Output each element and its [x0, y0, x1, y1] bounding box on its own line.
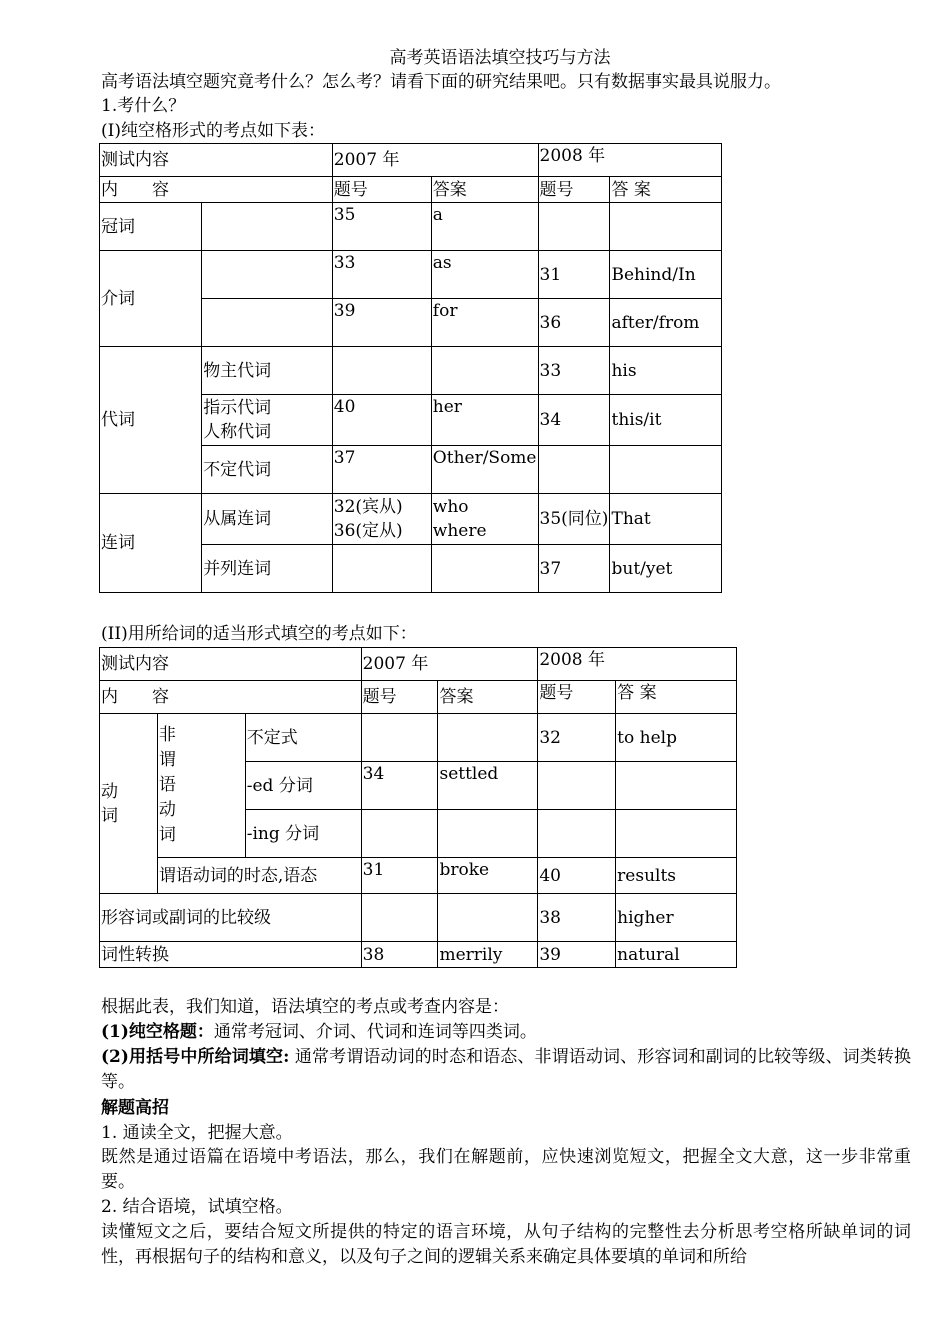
- table2-caption: (II)用所给词的适当形式填空的考点如下：: [101, 624, 417, 644]
- cell: 31: [361, 858, 438, 894]
- cell: [202, 203, 333, 251]
- table-form-fill: [99, 647, 737, 968]
- summary-text: 根据此表，我们知道，语法填空的考点或考查内容是：: [101, 997, 509, 1017]
- row-preposition: 介词: [100, 251, 202, 347]
- cell: 34: [538, 395, 610, 446]
- cell: who where: [431, 494, 538, 545]
- tip-1: 1. 通读全文，把握大意。: [101, 1123, 293, 1143]
- cell: [202, 251, 333, 299]
- cell: [202, 299, 333, 347]
- cell: 不定式: [245, 714, 361, 762]
- cell: [538, 446, 610, 494]
- cell: -ed 分词: [245, 762, 361, 810]
- cell: 40: [332, 395, 431, 446]
- cell: 38: [361, 942, 438, 968]
- cell: 34: [361, 762, 438, 810]
- cell: [538, 762, 616, 810]
- header-test-content: 测试内容: [100, 144, 333, 177]
- cell: [538, 810, 616, 858]
- cell: Other/Some: [431, 446, 538, 494]
- intro-text: 高考语法填空题究竟考什么？怎么考？请看下面的研究结果吧。只有数据事实最具说服力。: [101, 72, 781, 92]
- cell: That: [610, 494, 722, 545]
- header-2008: 2008 年: [538, 648, 737, 681]
- cell: [431, 545, 538, 593]
- cell: [438, 810, 538, 858]
- cell: 39: [538, 942, 616, 968]
- cell: [332, 347, 431, 395]
- cell: [361, 810, 438, 858]
- cell: higher: [616, 894, 737, 942]
- cell: 38: [538, 894, 616, 942]
- row-conversion: 词性转换: [100, 942, 362, 968]
- cell: 33: [332, 251, 431, 299]
- cell: a: [431, 203, 538, 251]
- cell: [610, 203, 722, 251]
- cell: [361, 714, 438, 762]
- cell: [616, 810, 737, 858]
- cell: [610, 446, 722, 494]
- cell: 35: [332, 203, 431, 251]
- point-1: (1)纯空格题：通常考冠词、介词、代词和连词等四类词。: [101, 1022, 537, 1042]
- header-test-content: 测试内容: [100, 648, 362, 681]
- tip-2-text: 读懂短文之后，要结合短文所提供的特定的语言环境，从句子结构的完整性去分析思考空格所缺单词的词性，再根据句子的结构和意义，以及句子之间的逻辑关系来确定具体要填的单词和所给: [101, 1222, 911, 1267]
- cell: settled: [438, 762, 538, 810]
- cell: 物主代词: [202, 347, 333, 395]
- point-2: (2)用括号中所给词填空: 通常考谓语动词的时态和语态、非谓语动词、形容词和副词的比较等级、词类转换等。: [101, 1047, 911, 1092]
- cell: this/it: [610, 395, 722, 446]
- header-ans-2008: 答 案: [610, 177, 722, 203]
- cell: 并列连词: [202, 545, 333, 593]
- cell: 40: [538, 858, 616, 894]
- cell: 39: [332, 299, 431, 347]
- header-num-2007: 题号: [332, 177, 431, 203]
- header-num-2008: 题号: [538, 177, 610, 203]
- cell: her: [431, 395, 538, 446]
- row-comparative: 形容词或副词的比较级: [100, 894, 362, 942]
- cell: 32: [538, 714, 616, 762]
- header-ans-2007: 答案: [438, 681, 538, 714]
- cell: but/yet: [610, 545, 722, 593]
- tips-heading: 解题高招: [101, 1098, 169, 1118]
- header-2008: 2008 年: [538, 144, 722, 177]
- cell: 32(宾从) 36(定从): [332, 494, 431, 545]
- row-pronoun: 代词: [100, 347, 202, 494]
- cell: after/from: [610, 299, 722, 347]
- cell: [361, 894, 438, 942]
- cell: 不定代词: [202, 446, 333, 494]
- table1-caption: (Ⅰ)纯空格形式的考点如下表：: [101, 121, 325, 141]
- document-title: 高考英语语法填空技巧与方法: [389, 48, 611, 68]
- tip-1-text: 既然是通过语篇在语境中考语法，那么，我们在解题前，应快速浏览短文，把握全文大意，这一步非常重要。: [101, 1147, 911, 1192]
- header-ans-2007: 答案: [431, 177, 538, 203]
- cell: as: [431, 251, 538, 299]
- row-nonfinite: 非 谓 语 动 词: [157, 714, 245, 858]
- header-num-2008: 题号: [538, 681, 616, 714]
- cell: natural: [616, 942, 737, 968]
- table-blank-fill: [99, 143, 722, 593]
- cell: [438, 714, 538, 762]
- question-heading: 1.考什么？: [101, 96, 186, 116]
- cell: 31: [538, 251, 610, 299]
- header-2007: 2007 年: [361, 648, 538, 681]
- cell: [538, 203, 610, 251]
- cell: 35(同位): [538, 494, 610, 545]
- cell: [332, 545, 431, 593]
- tip-2: 2. 结合语境，试填空格。: [101, 1197, 293, 1217]
- row-verb: 动 词: [100, 714, 158, 894]
- cell: 指示代词 人称代词: [202, 395, 333, 446]
- cell: results: [616, 858, 737, 894]
- cell: 36: [538, 299, 610, 347]
- cell: Behind/In: [610, 251, 722, 299]
- cell: 37: [332, 446, 431, 494]
- cell: merrily: [438, 942, 538, 968]
- header-content: 内 容: [100, 681, 362, 714]
- header-2007: 2007 年: [332, 144, 538, 177]
- header-num-2007: 题号: [361, 681, 438, 714]
- cell: to help: [616, 714, 737, 762]
- cell: 33: [538, 347, 610, 395]
- header-ans-2008: 答 案: [616, 681, 737, 714]
- cell: -ing 分词: [245, 810, 361, 858]
- cell: his: [610, 347, 722, 395]
- cell: 从属连词: [202, 494, 333, 545]
- row-conjunction: 连词: [100, 494, 202, 593]
- header-content: 内 容: [100, 177, 333, 203]
- cell: [438, 894, 538, 942]
- cell: 37: [538, 545, 610, 593]
- cell: [431, 347, 538, 395]
- cell: [616, 762, 737, 810]
- cell: for: [431, 299, 538, 347]
- cell: broke: [438, 858, 538, 894]
- row-article: 冠词: [100, 203, 202, 251]
- cell: 谓语动词的时态,语态: [157, 858, 361, 894]
